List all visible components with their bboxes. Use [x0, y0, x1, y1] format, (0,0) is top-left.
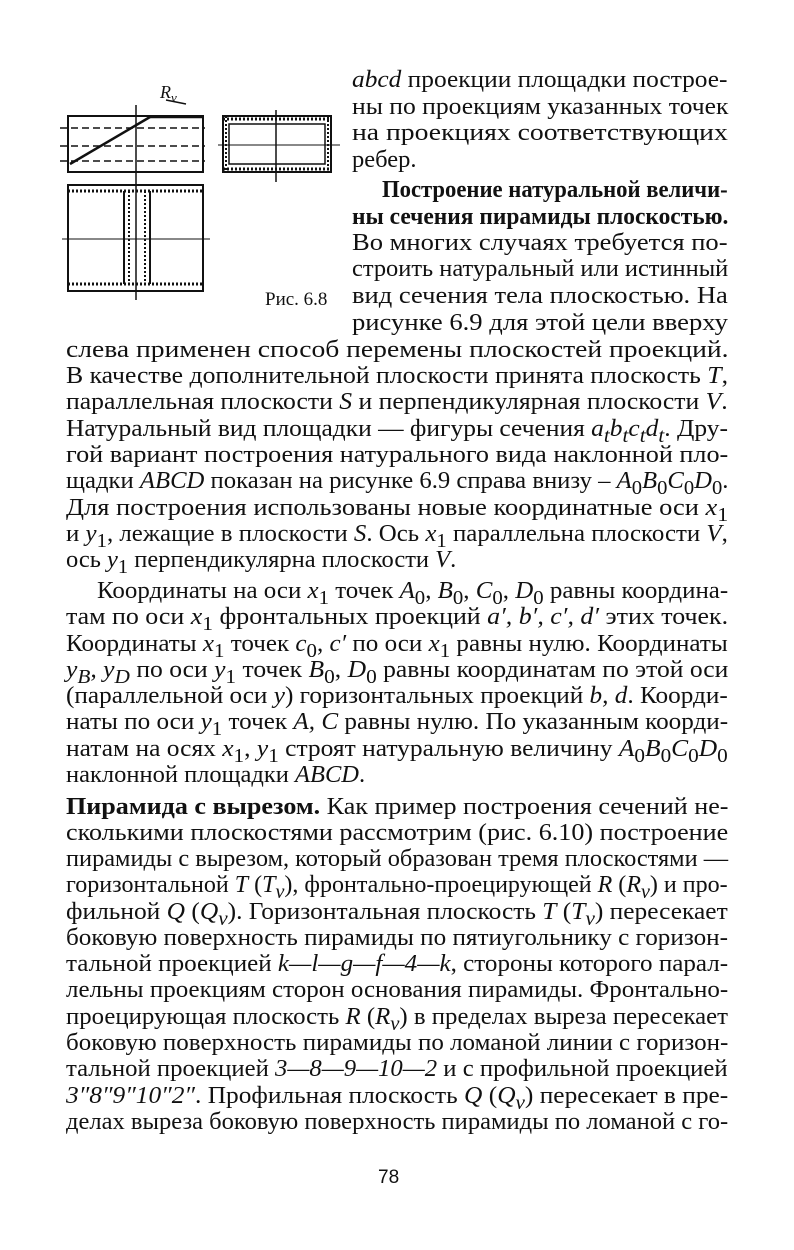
- text-line: 3″8″9″10″2″. Профильная плоскость Q $(Q_v)$ пересекает в пре-: [66, 1082, 729, 1114]
- text-line: тальной проекцией k—l—g—f—4—k, стороны которого парал-: [66, 950, 729, 977]
- fig-label-rv: $R_v$: [160, 82, 177, 105]
- text-line: abcd проекции площадки построе-: [352, 66, 728, 93]
- text-line: и $y_1$, лежащие в плоскости S. Ось $x_1$ параллельна плоскости V,: [66, 520, 728, 552]
- text-line: на проекциях соответствующих: [352, 119, 728, 146]
- text-line: боковую поверхность пирамиды по пятиугольнику с горизон-: [66, 924, 729, 951]
- text-line: вид сечения тела плоскостью. На: [352, 282, 728, 309]
- text-line: Пирамида с вырезом. Как пример построения сечений не-: [66, 793, 729, 820]
- text-line: проецирующая плоскость R $(R_v)$ в пределах выреза пересекает: [66, 1003, 728, 1035]
- text-line: рисунке 6.9 для этой цели вверху: [352, 309, 728, 336]
- text-line: сколькими плоскостями рассмотрим (рис. 6.10) построение: [66, 819, 729, 846]
- text-line: ось $y_1$ перпендикулярна плоскости V.: [66, 546, 457, 578]
- text-line: В качестве дополнительной плоскости принята плоскость Т,: [66, 362, 728, 389]
- text-line: ребер.: [352, 146, 417, 173]
- text-line: фильной Q $(Q_v)$. Горизонтальная плоскость T $(T_v)$ пересекает: [66, 898, 728, 930]
- text-line: боковую поверхность пирамиды по ломаной линии с горизон-: [66, 1029, 729, 1056]
- text-line: Построение натуральной величи-: [382, 176, 728, 203]
- text-line: $y_B$, $y_D$ по оси $y_1$ точек $B_0$, $D_0$ равны координатам по этой оси: [66, 656, 729, 688]
- text-line: натам на осях $x_1$, $y_1$ строят натуральную величину $A_0B_0C_0D_0$: [66, 735, 728, 767]
- text-line: делах выреза боковую поверхность пирамиды по ломаной с го-: [66, 1108, 729, 1135]
- text-line: ны сечения пирамиды плоскостью.: [352, 203, 729, 230]
- page-number: 78: [378, 1167, 400, 1188]
- text-line: ны по проекциям указанных точек: [352, 93, 729, 120]
- text-line: (параллельной оси y) горизонтальных проекций b, d. Коорди-: [66, 682, 728, 709]
- text-line: наты по оси $y_1$ точек A, C равны нулю. По указанным коорди-: [66, 708, 729, 740]
- text-line: слева применен способ перемены плоскостей проекций.: [66, 336, 729, 363]
- fig-cutting-plane-trace: [70, 117, 150, 164]
- text-line: Координаты на оси $x_1$ точек $A_0$, $B_0$, $C_0$, $D_0$ равны координа-: [97, 577, 729, 609]
- text-line: Координаты $x_1$ точек $c_0$, c′ по оси $x_1$ равны нулю. Координаты: [66, 630, 728, 662]
- text-line: Во многих случаях требуется по-: [352, 229, 728, 256]
- text-line: тальной проекцией 3—8—9—10—2 и с профильной проекцией: [66, 1055, 728, 1082]
- text-line: Натуральный вид площадки — фигуры сечения $a_tb_tc_td_t$. Дру-: [66, 415, 728, 447]
- text-line: горизонтальной T $(T_v)$, фронтально-проецирующей R $(R_v)$ и про-: [66, 871, 728, 903]
- text-line: лельны проекциям сторон основания пирамиды. Фронтально-: [66, 976, 729, 1003]
- text-line: строить натуральный или истинный: [352, 255, 729, 282]
- text-line: щадки ABCD показан на рисунке 6.9 справа внизу – $A_0B_0C_0D_0$.: [66, 467, 729, 499]
- text-line: наклонной площадки ABCD.: [66, 761, 366, 788]
- text-line: Для построения использованы новые координатные оси $x_1$: [66, 494, 729, 526]
- figure-caption: Рис. 6.8: [265, 289, 328, 310]
- text-line: параллельная плоскости S и перпендикулярная плоскости V.: [66, 388, 728, 415]
- text-line: там по оси $x_1$ фронтальных проекций a′, b′, c′, d′ этих точек.: [66, 603, 729, 635]
- text-line: пирамиды с вырезом, который образован тремя плоскостями —: [66, 845, 729, 872]
- text-line: гой вариант построения натурального вида наклонной пло-: [66, 441, 729, 468]
